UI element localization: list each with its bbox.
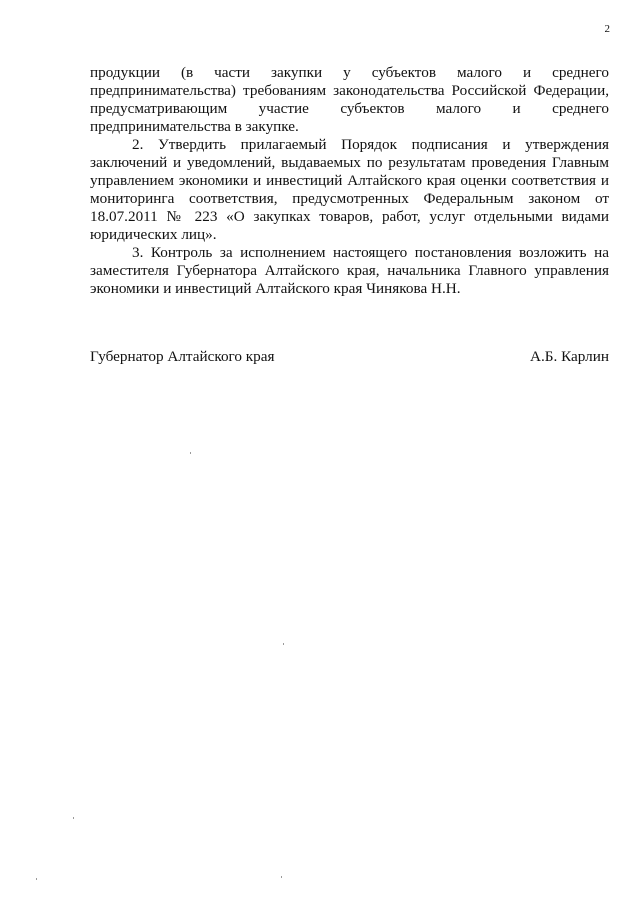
scan-speck	[36, 878, 37, 880]
signature-block	[90, 348, 609, 368]
paragraph-1-continuation: предпринимательства) требованиям законодательства Российской Федерации, предусматривающим участие субъектов малого и среднего предпринимательства в закупке.	[90, 82, 609, 135]
paragraph-2: 2. Утвердить прилагаемый Порядок подписания и утверждения заключений и уведомлений, выдаваемых по результатам проведения Главным управлением экономики и инвестиций Алтайского края оценки соответствия и мониторинга соответствия, предусмотренных Федеральным законом от 18.07.2011 № 223 «О закупках товаров, работ, услуг отдельными видами юридических лиц».	[90, 136, 609, 243]
signatory-name: А.Б. Карлин	[530, 348, 609, 365]
document-body	[90, 64, 609, 298]
paragraph-1-first-line: продукции (в части закупки у субъектов малого и среднего	[90, 64, 609, 81]
page-number: 2	[604, 23, 610, 35]
signatory-position: Губернатор Алтайского края	[90, 348, 275, 365]
paragraph-1	[90, 64, 609, 136]
scan-speck	[190, 452, 191, 454]
paragraph-3: 3. Контроль за исполнением настоящего постановления возложить на заместителя Губернатора Алтайского края, начальника Главного управления экономики и инвестиций Алтайского края Чинякова Н.Н.	[90, 244, 609, 297]
scan-speck	[283, 643, 284, 645]
scan-speck	[281, 876, 282, 878]
scan-speck	[73, 817, 74, 819]
